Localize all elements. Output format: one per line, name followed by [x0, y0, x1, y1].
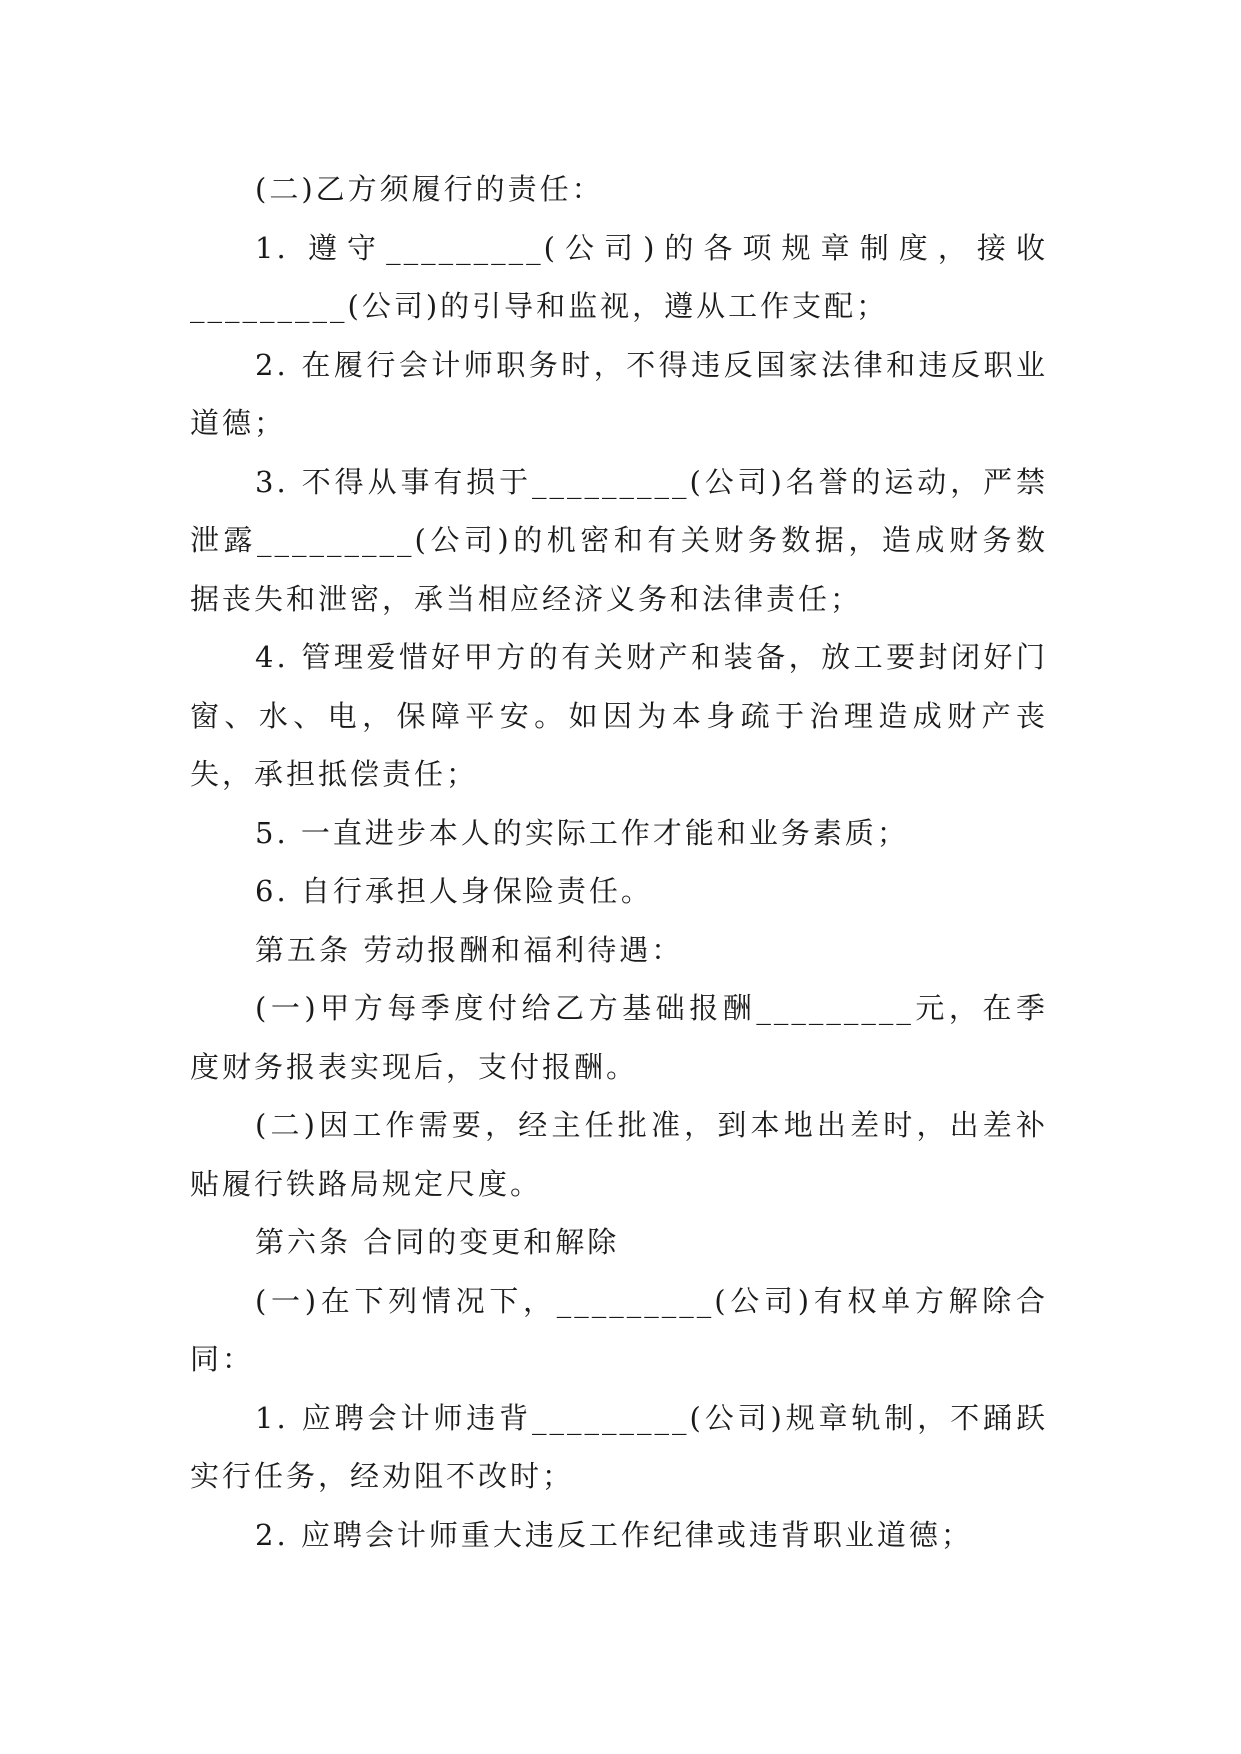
paragraph: 2. 应聘会计师重大违反工作纪律或违背职业道德； [255, 1517, 973, 1552]
paragraph: 3. 不得从事有损于_________(公司)名誉的运动，严禁泄露_________(公司)的机密和有关财务数据，造成财务数据丧失和泄密，承当相应经济义务和法律责任； [190, 464, 1048, 616]
document-body [190, 160, 1048, 1564]
paragraph: 1. 遵守_________(公司)的各项规章制度，接收_________(公司)的引导和监视，遵从工作支配； [190, 230, 1048, 323]
paragraph: 2. 在履行会计师职务时，不得违反国家法律和违反职业道德； [190, 347, 1048, 440]
paragraph: 4. 管理爱惜好甲方的有关财产和装备，放工要封闭好门窗、水、电，保障平安。如因为本身疏于治理造成财产丧失，承担抵偿责任； [190, 640, 1048, 791]
section-heading: 第五条 劳动报酬和福利待遇： [255, 932, 684, 967]
paragraph: 1. 应聘会计师违背_________(公司)规章轨制，不踊跃实行任务，经劝阻不改时； [190, 1400, 1048, 1493]
paragraph: (一)甲方每季度付给乙方基础报酬_________元，在季度财务报表实现后，支付报酬。 [190, 991, 1048, 1084]
paragraph: 5. 一直进步本人的实际工作才能和业务素质； [255, 815, 909, 850]
section-heading: 第六条 合同的变更和解除 [255, 1225, 620, 1259]
paragraph: 6. 自行承担人身保险责任。 [255, 874, 653, 908]
paragraph: (一)在下列情况下，_________(公司)有权单方解除合同： [190, 1283, 1048, 1376]
paragraph: (二)乙方须履行的责任： [255, 172, 604, 206]
paragraph: (二)因工作需要，经主任批准，到本地出差时，出差补贴履行铁路局规定尺度。 [190, 1108, 1048, 1201]
